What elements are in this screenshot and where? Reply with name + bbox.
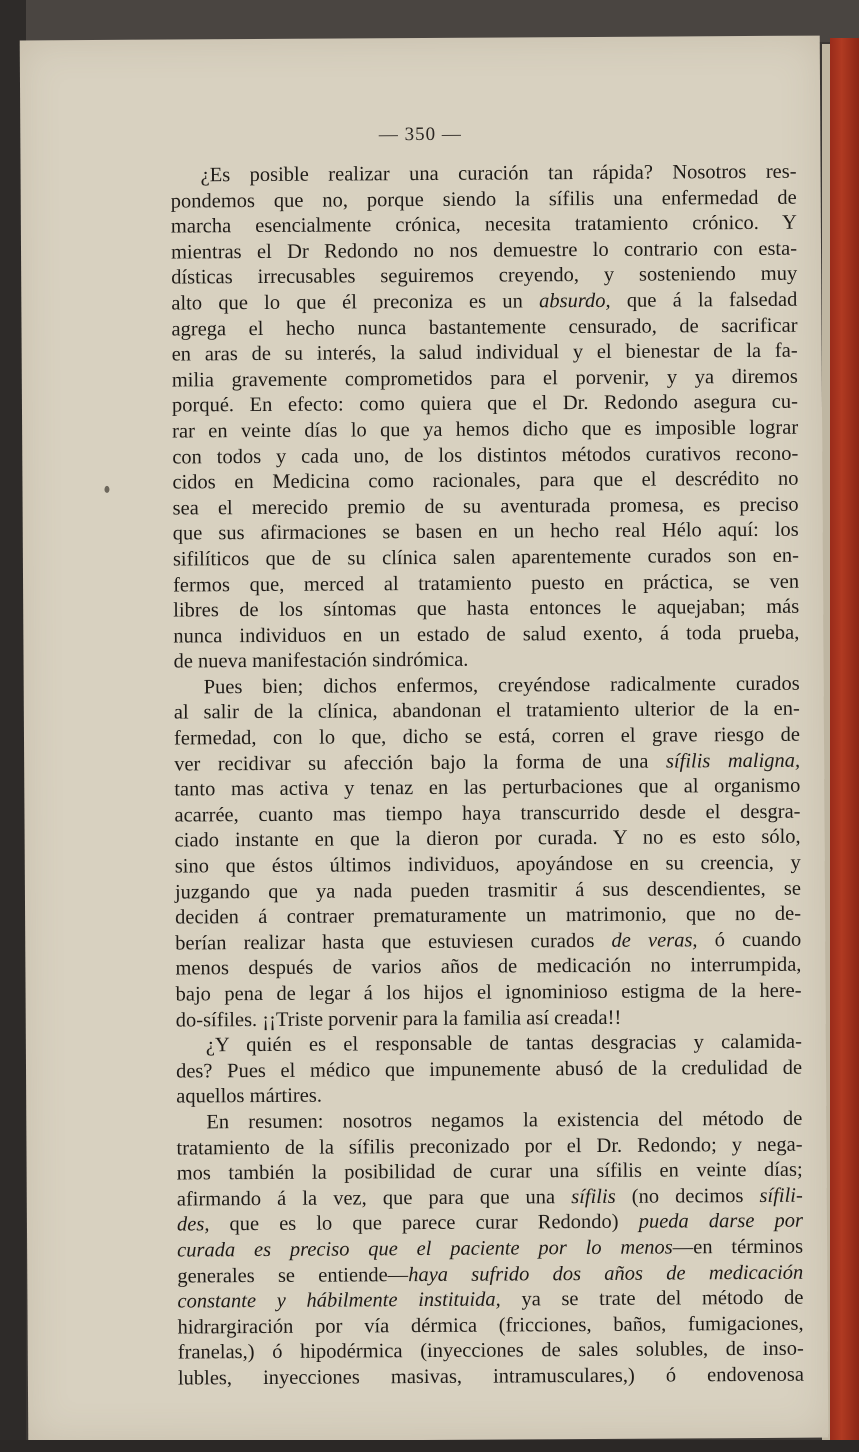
adjacent-page-edge	[830, 38, 859, 1452]
text-line: des? Pues el médico que impunemente abusó de la credulidad de	[175, 1056, 803, 1083]
text-line	[177, 1209, 803, 1238]
text-line: rar en veinte días lo que ya hemos dicho que es imposible lograr	[172, 416, 799, 443]
text-segment: que es lo que parece curar Redondo)	[209, 1211, 639, 1236]
text-line	[177, 1260, 803, 1289]
text-line: ¿Y quién es el responsable de tantas desgracias y calamida-	[205, 1030, 802, 1057]
text-segment: alto que lo que él preconiza es un	[171, 290, 540, 315]
italic-text: absurdo,	[538, 289, 611, 313]
text-line: acarrée, cuanto mas tiempo haya transcurrido desde el desgra-	[174, 800, 801, 827]
text-segment: ver recidivar su afección bajo la forma de una	[174, 750, 666, 776]
italic-text: curada es preciso que el paciente por lo menos	[177, 1236, 673, 1262]
text-line	[174, 748, 800, 777]
text-line: sifilíticos que de su clínica salen aparentemente curados son en-	[172, 544, 799, 571]
text-line: lubles, inyecciones masivas, intramusculares,) ó endovenosa	[177, 1363, 804, 1390]
text-line	[177, 1183, 803, 1212]
italic-text: sífilis maligna,	[665, 749, 801, 773]
text-line: cidos en Medicina como racionales, para que el descrédito no	[172, 467, 799, 494]
text-segment: —en términos	[672, 1235, 804, 1259]
text-line	[177, 1235, 803, 1264]
book-page	[20, 36, 829, 1443]
text-line: ciado instante en que la dieron por curada. Y no es esto sólo,	[174, 826, 801, 852]
text-line: nunca individuos en un estado de salud exento, á toda prueba,	[173, 621, 800, 648]
italic-text: pueda darse por	[638, 1210, 804, 1234]
paper-fleck	[104, 486, 109, 493]
italic-text: de veras,	[611, 929, 698, 952]
text-line: fermedad, con lo que, dicho se está, corren el grave riesgo de	[173, 723, 801, 750]
text-segment: que á la falsedad	[610, 288, 798, 312]
text-line: dísticas irrecusables seguiremos creyendo, y sosteniendo muy	[171, 263, 798, 289]
text-line: agrega el hecho nunca bastantemente censurado, de sacrificar	[171, 314, 798, 341]
text-line: con todos y cada uno, de los distintos métodos curativos recono-	[172, 442, 799, 469]
text-line: fermos que, merced al tratamiento puesto en práctica, se ven	[172, 570, 800, 597]
text-line: do-sífiles. ¡¡Triste porvenir para la familia así creada!!	[175, 1006, 622, 1032]
italic-text: constante y hábilmente instituida,	[177, 1288, 501, 1313]
italic-text: haya sufrido dos años de medicación	[408, 1261, 804, 1286]
text-segment: generales se entiende—	[177, 1263, 409, 1288]
text-line: pondemos que no, porque siendo la sífilis una enfermedad de	[170, 186, 797, 213]
text-line: sino que éstos últimos individuos, apoyándose en su creencia, y	[174, 851, 801, 878]
italic-text: sífili-	[759, 1184, 803, 1207]
text-line: milia gravemente comprometidos para el porvenir, y ya diremos	[171, 365, 798, 392]
text-line: porqué. En efecto: como quiera que el Dr. Redondo asegura cu-	[171, 391, 799, 417]
italic-text: des,	[176, 1213, 210, 1236]
page-number: — 350 —	[378, 123, 462, 146]
text-line: libres de los síntomas que hasta entonces le aquejaban; más	[173, 595, 800, 622]
body-text	[170, 160, 803, 1392]
text-segment: (no decimos	[615, 1184, 760, 1208]
text-line: menos después de varios años de medicación no interrumpida,	[175, 954, 802, 980]
text-line: En resumen: nosotros negamos la existencia del método de	[206, 1107, 803, 1134]
text-segment: ó cuando	[697, 928, 802, 952]
text-line: mos también la posibilidad de curar una sífilis en veinte días;	[176, 1158, 803, 1185]
text-line: mientras el Dr Redondo no nos demuestre lo contrario con esta-	[170, 237, 798, 264]
text-line: al salir de la clínica, abandonan el tratamiento ulterior de la en-	[173, 698, 800, 724]
italic-text: sífilis	[571, 1185, 616, 1208]
text-line: aquellos mártires.	[176, 1085, 322, 1108]
text-line: ¿Es posible realizar una curación tan rápida? Nosotros res-	[200, 160, 797, 187]
text-line: en aras de su interés, la salud individual y el bienestar de la fa-	[171, 339, 798, 366]
text-segment: ya se trate del método de	[500, 1286, 804, 1311]
text-line: tanto mas activa y tenaz en las perturbaciones que al organismo	[174, 774, 801, 801]
text-segment: afirmando á la vez, que para que una	[176, 1185, 572, 1211]
text-line: tratamiento de la sífilis preconizado por el Dr. Redondo; y nega-	[176, 1133, 803, 1160]
text-line: sea el merecido premio de su aventurada promesa, es preciso	[172, 493, 799, 520]
text-line	[171, 288, 797, 317]
text-line: marcha esencialmente crónica, necesita tratamiento crónico. Y	[170, 211, 797, 238]
text-line	[177, 1286, 803, 1315]
text-line: franelas,) ó hipodérmica (inyecciones de sales solubles, de inso-	[177, 1338, 804, 1364]
scan-background-bottom	[0, 1440, 859, 1452]
text-line: que sus afirmaciones se basen en un hecho real Hélo aquí: los	[172, 519, 799, 545]
text-line: juzgando que ya nada pueden trasmitir á sus descendientes, se	[174, 877, 801, 904]
text-line	[175, 928, 801, 957]
text-line: bajo pena de legar á los hijos el ignominioso estigma de la here-	[175, 979, 802, 1006]
text-line: hidrargiración por vía dérmica (fricciones, baños, fumigaciones,	[177, 1312, 804, 1339]
text-line: Pues bien; dichos enfermos, creyéndose radicalmente curados	[203, 672, 800, 699]
text-line: deciden á contraer prematuramente un matrimonio, que no de-	[175, 902, 802, 929]
text-segment: berían realizar hasta que estuviesen curados	[175, 929, 612, 955]
text-line: de nueva manifestación sindrómica.	[173, 649, 469, 673]
